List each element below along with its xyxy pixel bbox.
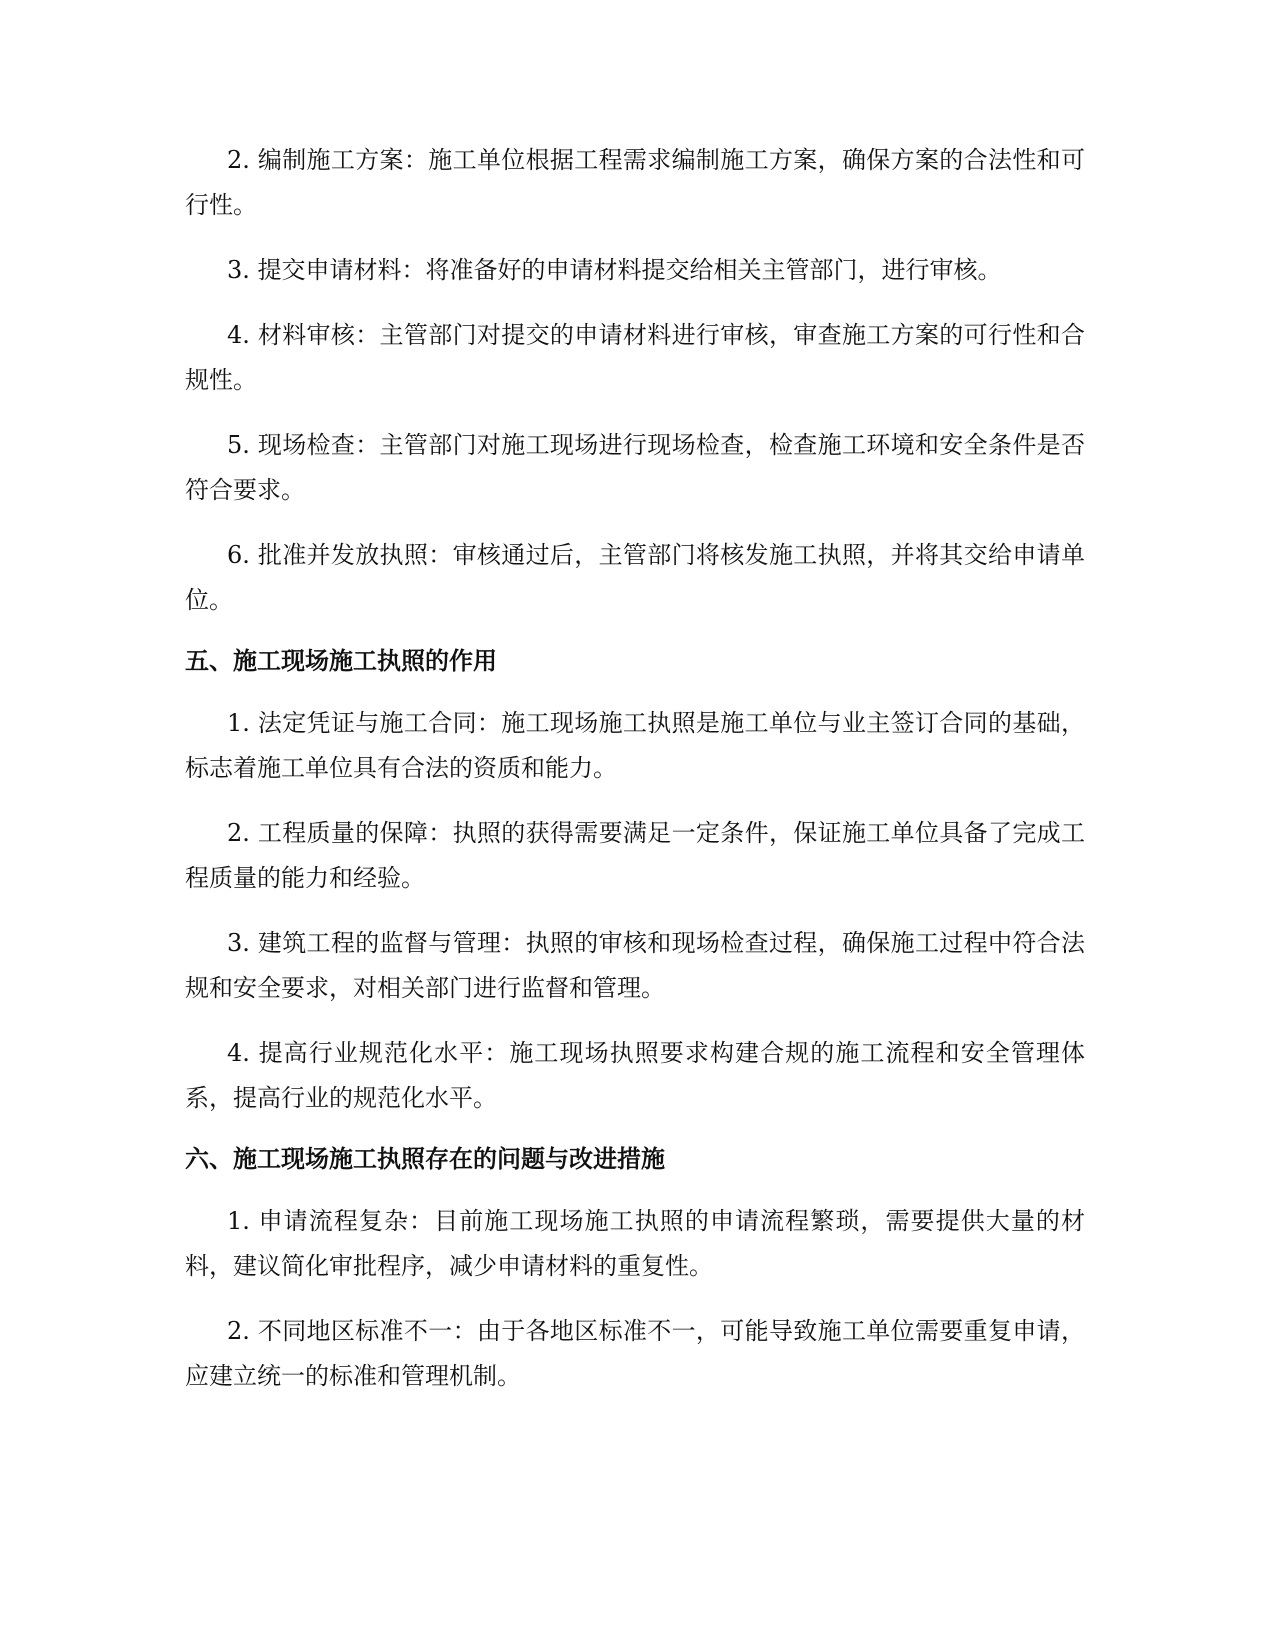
paragraph-role-2: 2. 工程质量的保障：执照的获得需要满足一定条件，保证施工单位具备了完成工程质量的能力和经验。	[185, 819, 1085, 892]
paragraph-issue-2: 2. 不同地区标准不一：由于各地区标准不一，可能导致施工单位需要重复申请，应建立统一的标准和管理机制。	[185, 1317, 1085, 1390]
paragraph-step-2: 2. 编制施工方案：施工单位根据工程需求编制施工方案，确保方案的合法性和可行性。	[185, 146, 1085, 219]
paragraph-step-3: 3. 提交申请材料：将准备好的申请材料提交给相关主管部门，进行审核。	[227, 256, 1002, 284]
paragraph-step-6: 6. 批准并发放执照：审核通过后，主管部门将核发施工执照，并将其交给申请单位。	[185, 541, 1085, 614]
paragraph-step-4: 4. 材料审核：主管部门对提交的申请材料进行审核，审查施工方案的可行性和合规性。	[185, 321, 1085, 394]
paragraph-role-4: 4. 提高行业规范化水平：施工现场执照要求构建合规的施工流程和安全管理体系，提高行业的规范化水平。	[185, 1039, 1085, 1112]
section-heading-5: 五、施工现场施工执照的作用	[185, 647, 497, 675]
paragraph-issue-1: 1. 申请流程复杂：目前施工现场施工执照的申请流程繁琐，需要提供大量的材料，建议简化审批程序，减少申请材料的重复性。	[185, 1207, 1085, 1280]
paragraph-role-3: 3. 建筑工程的监督与管理：执照的审核和现场检查过程，确保施工过程中符合法规和安全要求，对相关部门进行监督和管理。	[185, 929, 1085, 1002]
paragraph-role-1: 1. 法定凭证与施工合同：施工现场施工执照是施工单位与业主签订合同的基础，标志着施工单位具有合法的资质和能力。	[185, 709, 1085, 782]
document-page	[185, 138, 1085, 1419]
section-heading-6: 六、施工现场施工执照存在的问题与改进措施	[185, 1145, 665, 1173]
paragraph-step-5: 5. 现场检查：主管部门对施工现场进行现场检查，检查施工环境和安全条件是否符合要求。	[185, 431, 1085, 504]
